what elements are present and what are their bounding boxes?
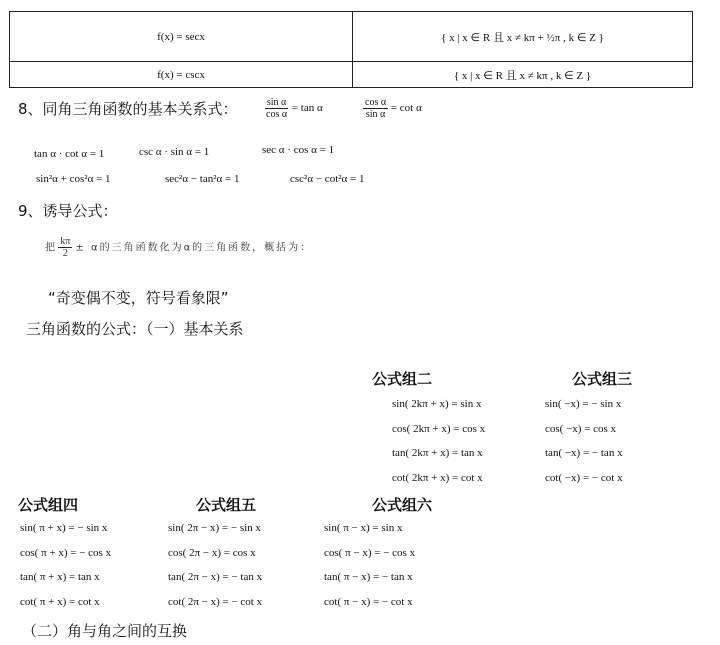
formula-line: tan( 2π − x) = − tan x — [168, 571, 263, 583]
angle-conversion-subtitle: （二）角与角之间的互换 — [22, 622, 188, 640]
group-3-title: 公式组三 — [572, 370, 633, 388]
formula-line: sin( π + x) = − sin x — [20, 522, 108, 534]
rule-prefix: 把 — [45, 242, 55, 254]
table-row — [10, 12, 693, 62]
formula-line: sin( −x) = − sin x — [545, 398, 622, 410]
rule-suffix: ± α的三角函数化为α的三角函数，概括为： — [75, 242, 313, 254]
formula-line: cos( −x) = cos x — [545, 422, 617, 435]
group-3-formulas — [545, 392, 623, 490]
section-9-title: 9、诱导公式： — [18, 202, 118, 220]
pythagorean-identity: sin²α + cos²α = 1 — [36, 173, 111, 185]
fraction — [363, 97, 388, 120]
denominator: cos α — [266, 109, 288, 120]
group-6-title: 公式组六 — [372, 496, 433, 514]
numerator: kπ — [60, 236, 71, 247]
formula-line: cot( −x) = − cot x — [545, 471, 623, 484]
formula-line: cot( 2kπ + x) = cot x — [392, 471, 483, 484]
definitions-table — [9, 11, 693, 88]
cot-quotient-identity — [363, 97, 422, 120]
formula-line: tan( −x) = − tan x — [545, 447, 623, 459]
formula-line: tan( π + x) = tan x — [20, 571, 100, 583]
csc-domain-cell: { x | x ∈ R 且 x ≠ kπ , k ∈ Z } — [353, 62, 693, 88]
formula-line: cos( 2kπ + x) = cos x — [392, 422, 486, 435]
identity-rhs: = tan α — [291, 102, 323, 115]
group-5-title: 公式组五 — [196, 496, 257, 514]
sec-domain-cell: { x | x ∈ R 且 x ≠ kπ + ½π , k ∈ Z } — [353, 12, 693, 62]
denominator: 2 — [62, 248, 68, 259]
mnemonic-motto: “奇变偶不变，符号看象限” — [48, 289, 229, 307]
formula-line: tan( π − x) = − tan x — [324, 571, 413, 583]
reciprocal-identity: tan α · cot α = 1 — [34, 148, 105, 160]
formula-line: cot( 2π − x) = − cot x — [168, 595, 263, 608]
group-5-formulas — [168, 516, 262, 614]
sec-function-cell: f(x) = secx — [10, 12, 353, 62]
formula-line: sin( π − x) = sin x — [324, 522, 403, 534]
identity-rhs: = cot α — [390, 102, 422, 115]
formula-line: cos( 2π − x) = cos x — [168, 546, 256, 559]
basic-relations-subtitle: 三角函数的公式：（一）基本关系 — [26, 320, 244, 338]
numerator: cos α — [365, 97, 387, 108]
tan-quotient-identity — [264, 97, 323, 120]
formula-line: cot( π − x) = − cot x — [324, 595, 413, 608]
denominator: sin α — [365, 109, 386, 120]
pythagorean-identity: sec²α − tan²α = 1 — [165, 173, 240, 185]
group-4-formulas — [20, 516, 111, 614]
table-row — [10, 62, 693, 88]
section-8-title: 8、同角三角函数的基本关系式： — [18, 100, 238, 118]
induction-rule — [45, 236, 312, 259]
formula-line: cos( π + x) = − cos x — [20, 546, 112, 559]
reciprocal-identity: csc α · sin α = 1 — [139, 146, 210, 158]
formula-line: tan( 2kπ + x) = tan x — [392, 447, 483, 459]
group-4-title: 公式组四 — [18, 496, 79, 514]
group-2-title: 公式组二 — [372, 370, 433, 388]
pythagorean-identity: csc²α − cot²α = 1 — [290, 173, 365, 185]
reciprocal-identity: sec α · cos α = 1 — [262, 144, 335, 156]
formula-line: sin( 2kπ + x) = sin x — [392, 398, 482, 410]
fraction — [264, 97, 289, 120]
group-2-formulas — [392, 392, 485, 490]
formula-line: sin( 2π − x) = − sin x — [168, 522, 261, 534]
fraction — [58, 236, 72, 259]
formula-line: cos( π − x) = − cos x — [324, 546, 416, 559]
group-6-formulas — [324, 516, 415, 614]
formula-line: cot( π + x) = cot x — [20, 595, 100, 608]
numerator: sin α — [266, 97, 287, 108]
csc-function-cell: f(x) = cscx — [10, 62, 353, 88]
